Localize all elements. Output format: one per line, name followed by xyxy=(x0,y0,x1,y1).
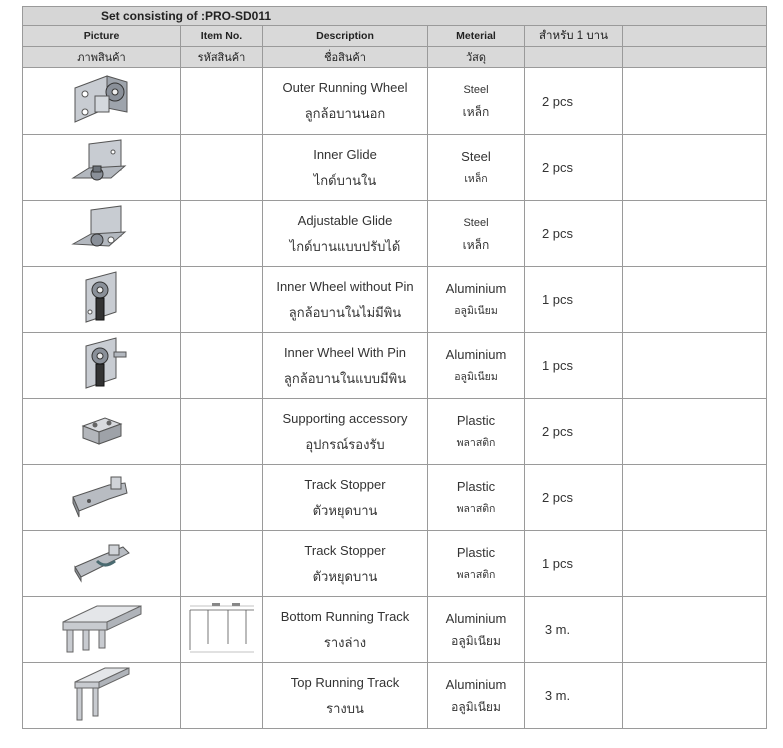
top-running-track-icon xyxy=(67,664,137,724)
description-th: ตัวหยุดบาน xyxy=(312,502,378,518)
header-blank-th xyxy=(623,47,767,68)
item-no-cell xyxy=(181,531,263,597)
material-th: พลาสติก xyxy=(456,502,496,515)
quantity: 2 pcs xyxy=(541,93,574,109)
material-en: Steel xyxy=(463,84,489,96)
item-no-cell xyxy=(181,465,263,531)
item-no-cell xyxy=(181,135,263,201)
material-th: อลูมิเนียม xyxy=(451,633,501,648)
description-en: Track Stopper xyxy=(304,476,386,492)
header-blank xyxy=(623,26,767,47)
quantity: 2 pcs xyxy=(541,160,574,175)
quantity: 2 pcs xyxy=(541,490,574,505)
header-quantity-th xyxy=(525,47,623,68)
quantity: 3 m. xyxy=(544,622,571,637)
table-row xyxy=(23,663,767,729)
description-th: ลูกล้อบานในไม่มีพิน xyxy=(288,304,402,320)
description-th: ไกด์บานใน xyxy=(313,172,377,188)
description-th: ลูกล้อบานในแบบมีพิน xyxy=(283,370,407,386)
material-th: เหล็ก xyxy=(464,172,488,185)
table-row xyxy=(23,333,767,399)
parts-table xyxy=(22,6,767,729)
description-en: Adjustable Glide xyxy=(297,212,393,228)
table-row xyxy=(23,267,767,333)
header-picture: Picture xyxy=(23,26,181,47)
quantity: 2 pcs xyxy=(541,424,574,439)
material-th: เหล็ก xyxy=(462,105,490,119)
description-th: รางบน xyxy=(326,700,364,716)
set-title: Set consisting of :PRO-SD011 xyxy=(23,7,767,26)
track-stopper-icon xyxy=(69,539,135,585)
header-description-th: ชื่อสินค้า xyxy=(263,47,428,68)
table-row xyxy=(23,201,767,267)
bottom-running-track-icon xyxy=(57,600,147,656)
outer-running-wheel-icon xyxy=(67,68,137,130)
item-no-cell xyxy=(181,68,263,135)
table-row xyxy=(23,531,767,597)
header-item-no-th: รหัสสินค้า xyxy=(181,47,263,68)
material-en: Plastic xyxy=(456,412,496,428)
track-stopper-icon xyxy=(69,473,135,519)
inner-wheel-with-pin-icon xyxy=(72,334,132,394)
blank-cell xyxy=(623,663,767,729)
description-th: ไกด์บานแบบปรับได้ xyxy=(289,238,401,254)
track-dimension-drawing-icon xyxy=(184,600,260,656)
quantity: 1 pcs xyxy=(541,292,574,307)
table-row xyxy=(23,135,767,201)
blank-cell xyxy=(623,333,767,399)
description-en: Top Running Track xyxy=(290,674,400,690)
material-en: Aluminium xyxy=(445,280,507,296)
blank-cell xyxy=(623,531,767,597)
material-th: พลาสติก xyxy=(456,436,496,449)
header-quantity: สำหรับ 1 บาน xyxy=(525,26,623,47)
parts-list-sheet xyxy=(22,6,766,729)
table-row xyxy=(23,68,767,135)
table-row xyxy=(23,597,767,663)
quantity: 1 pcs xyxy=(541,358,574,373)
description-en: Inner Wheel With Pin xyxy=(283,344,407,360)
blank-cell xyxy=(623,135,767,201)
blank-cell xyxy=(623,68,767,135)
header-description: Description xyxy=(263,26,428,47)
header-picture-th: ภาพสินค้า xyxy=(23,47,181,68)
material-en: Steel xyxy=(463,216,489,229)
item-no-cell xyxy=(181,267,263,333)
item-no-cell xyxy=(181,399,263,465)
material-th: พลาสติก xyxy=(456,568,496,581)
material-en: Aluminium xyxy=(445,346,507,362)
header-material: Meterial xyxy=(428,26,525,47)
blank-cell xyxy=(623,267,767,333)
description-en: Inner Glide xyxy=(313,146,377,162)
blank-cell xyxy=(623,399,767,465)
header-item-no: Item No. xyxy=(181,26,263,47)
table-row xyxy=(23,465,767,531)
description-th: ตัวหยุดบาน xyxy=(312,568,378,584)
inner-wheel-without-pin-icon xyxy=(72,268,132,328)
table-row xyxy=(23,399,767,465)
description-th: อุปกรณ์รองรับ xyxy=(305,436,385,452)
material-th: อลูมิเนียม xyxy=(454,370,498,383)
description-th: ลูกล้อบานนอก xyxy=(304,106,386,121)
blank-cell xyxy=(623,465,767,531)
supporting-accessory-icon xyxy=(77,410,127,450)
inner-glide-icon xyxy=(67,138,137,194)
item-no-cell xyxy=(181,201,263,267)
blank-cell xyxy=(623,597,767,663)
item-no-cell xyxy=(181,663,263,729)
material-en: Steel xyxy=(461,148,491,164)
material-en: Aluminium xyxy=(445,676,507,692)
material-en: Plastic xyxy=(456,478,496,494)
description-th: รางล่าง xyxy=(323,634,367,650)
description-en: Outer Running Wheel xyxy=(282,80,408,95)
item-no-cell xyxy=(181,333,263,399)
material-th: อลูมิเนียม xyxy=(454,304,498,317)
quantity: 3 m. xyxy=(544,688,571,703)
description-en: Track Stopper xyxy=(304,542,386,558)
adjustable-glide-icon xyxy=(67,204,137,260)
quantity: 1 pcs xyxy=(541,556,574,571)
material-en: Plastic xyxy=(456,544,496,560)
description-en: Inner Wheel without Pin xyxy=(276,278,414,294)
material-th: เหล็ก xyxy=(462,237,490,252)
material-th: อลูมิเนียม xyxy=(451,699,501,714)
material-en: Aluminium xyxy=(445,610,507,626)
description-en: Bottom Running Track xyxy=(280,608,410,624)
blank-cell xyxy=(623,201,767,267)
header-material-th: วัสดุ xyxy=(428,47,525,68)
description-en: Supporting accessory xyxy=(282,410,408,426)
quantity: 2 pcs xyxy=(541,226,574,241)
